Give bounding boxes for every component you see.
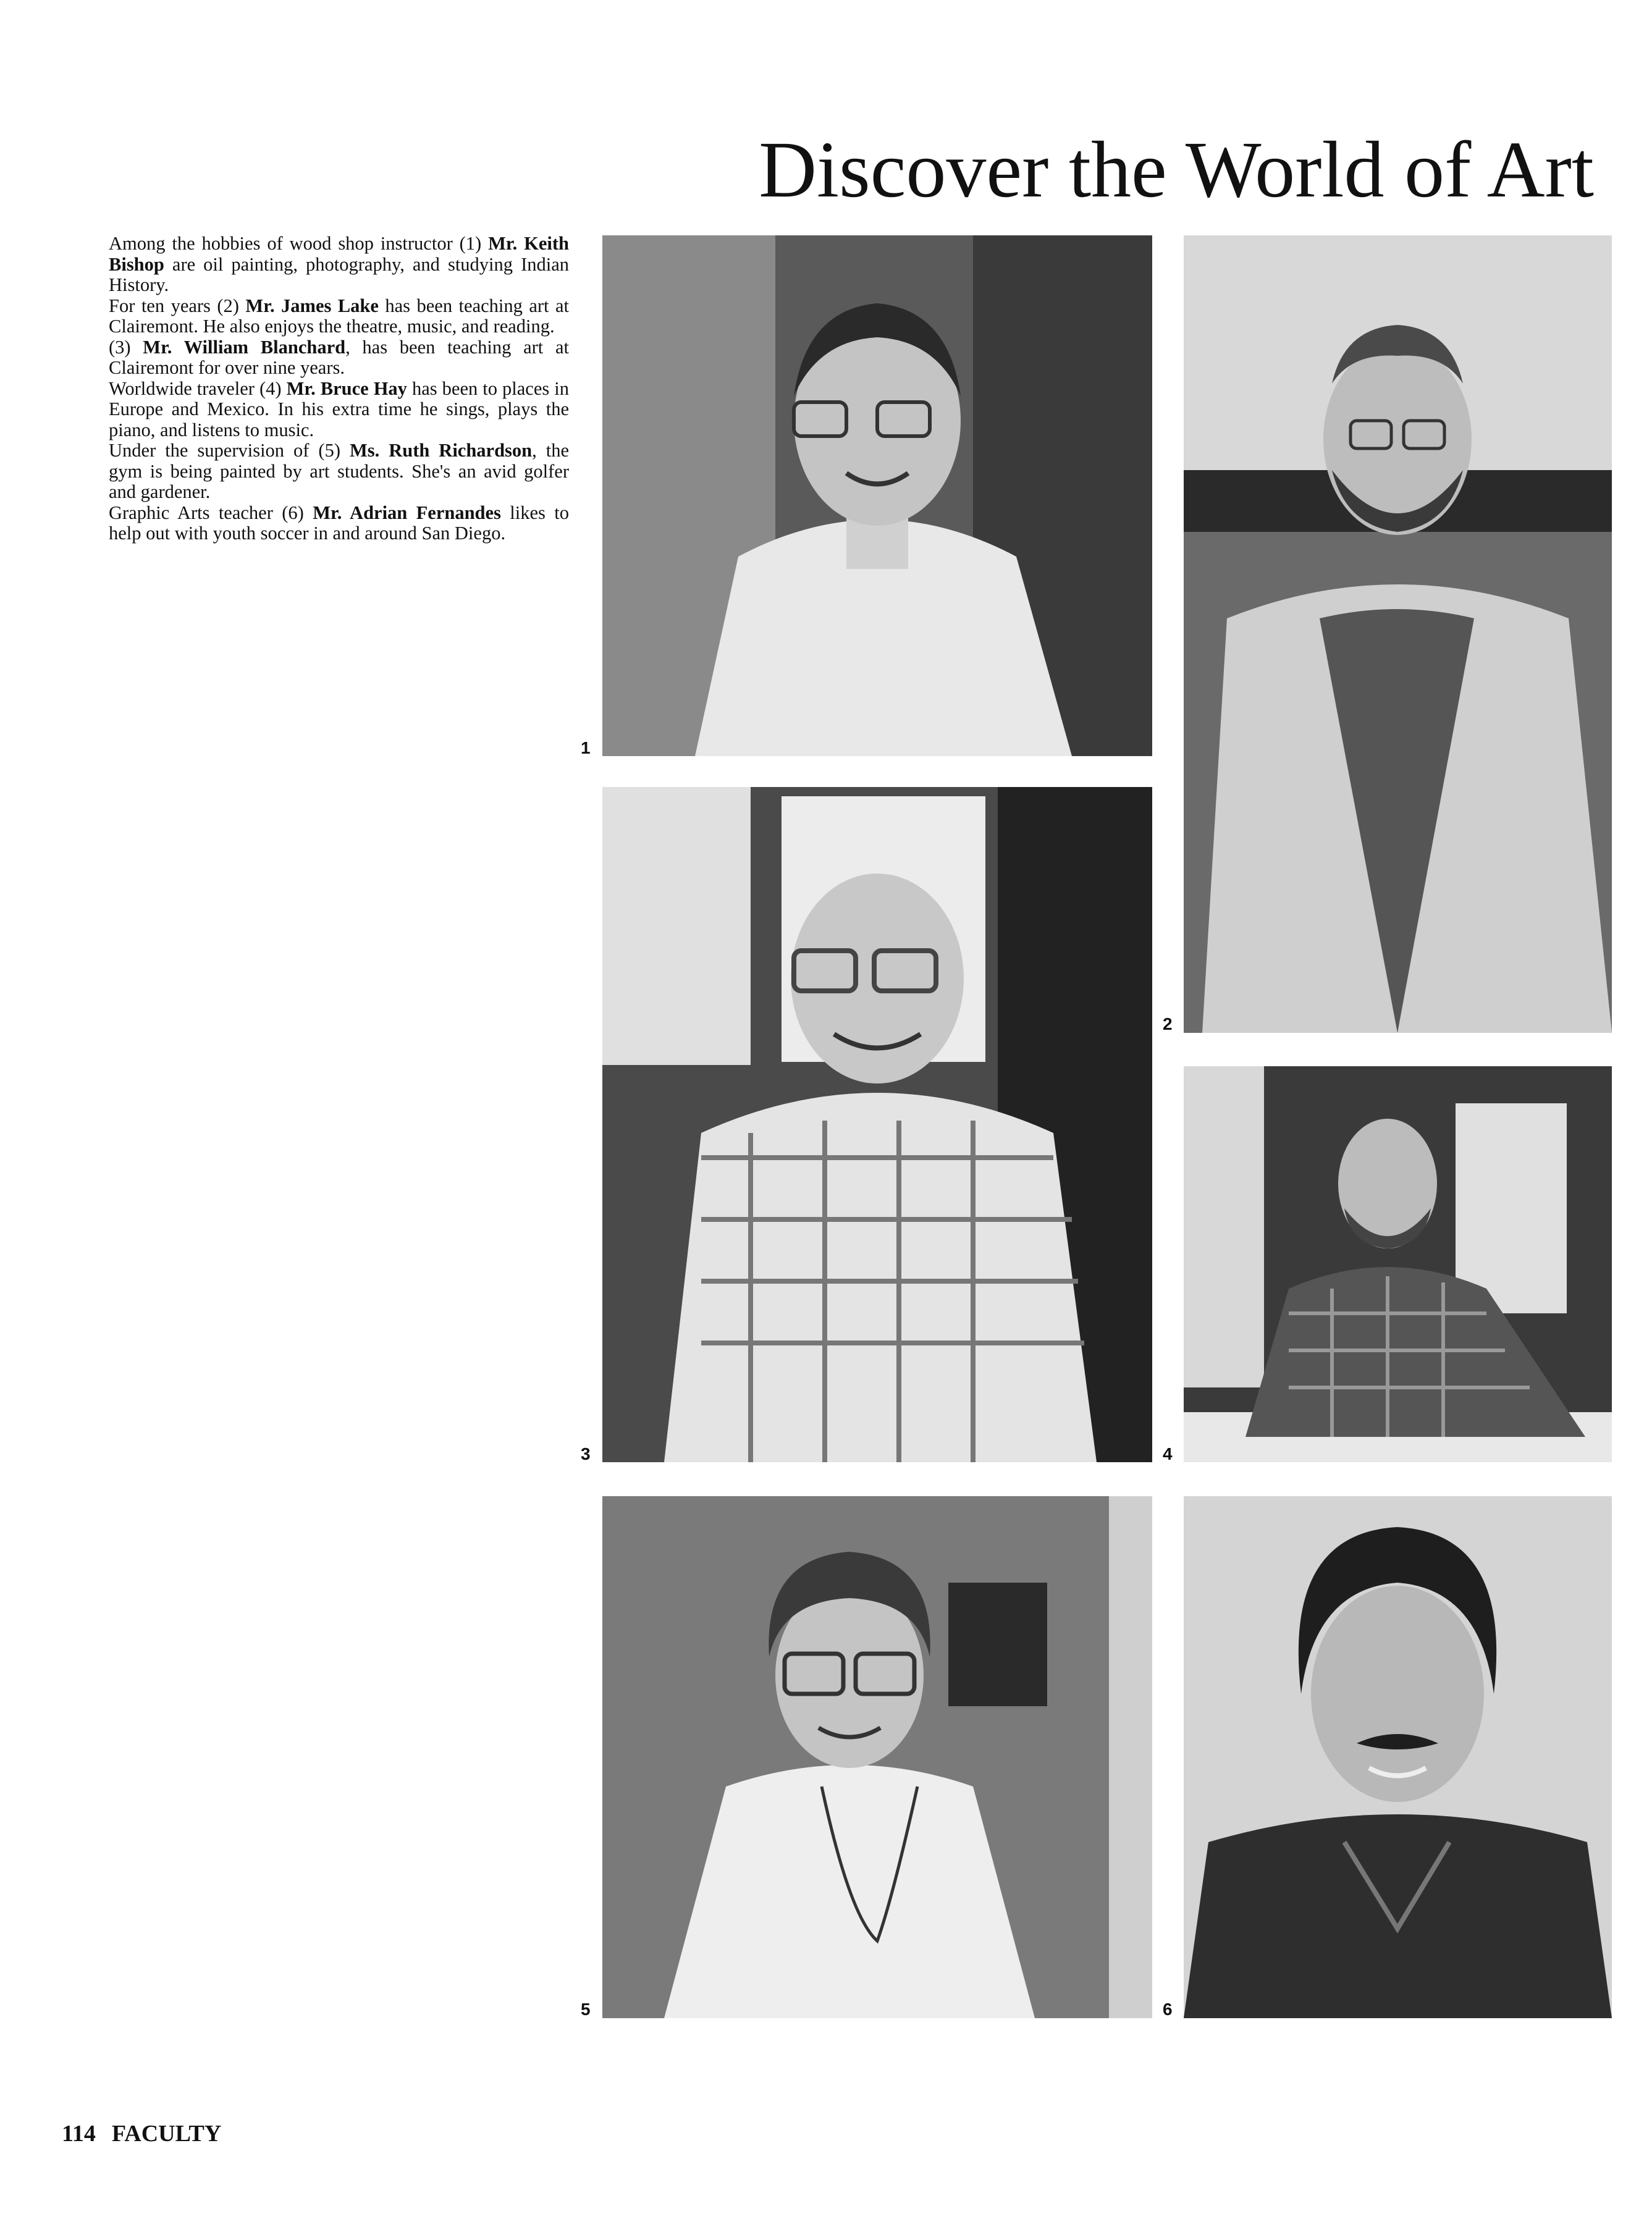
portrait-illustration: [602, 1496, 1152, 2018]
photo-number: 5: [581, 2000, 591, 2019]
section-name: FACULTY: [111, 2121, 222, 2147]
photo-4: [1184, 1066, 1612, 1462]
portrait-illustration: [1184, 235, 1612, 1033]
caption-paragraph: Graphic Arts teacher (6) Mr. Adrian Fernandes likes to help out with youth soccer in and around San Diego.: [109, 502, 569, 544]
photo-number: 3: [581, 1444, 591, 1463]
caption-paragraph: Among the hobbies of wood shop instructor (1) Mr. Keith Bishop are oil painting, photography, and studying Indian History.: [109, 233, 569, 295]
photo-6: [1184, 1496, 1612, 2018]
portrait-illustration: [1184, 1066, 1612, 1462]
caption-paragraph: Worldwide traveler (4) Mr. Bruce Hay has been to places in Europe and Mexico. In his extra time he sings, plays the piano, and listens to music.: [109, 377, 570, 440]
page-number: 114: [62, 2121, 96, 2147]
teacher-name: Mr. Adrian Fernandes: [313, 502, 501, 523]
teacher-name: Ms. Ruth Richardson: [349, 440, 533, 461]
intro-text: [109, 234, 569, 544]
photo-number: 6: [1163, 2000, 1173, 2019]
photo-1: [602, 235, 1152, 756]
photo-2: [1184, 235, 1612, 1033]
teacher-name: Mr. Bruce Hay: [286, 377, 407, 399]
teacher-name: Mr. James Lake: [245, 295, 379, 316]
photo-number: 4: [1163, 1444, 1173, 1463]
page-title: Discover the World of Art: [759, 125, 1594, 214]
photo-5: [602, 1496, 1152, 2018]
photo-3: [602, 787, 1152, 1462]
caption-paragraph: Under the supervision of (5) Ms. Ruth Richardson, the gym is being painted by art students. She's an avid golfer and gardener.: [109, 440, 569, 502]
teacher-name: Mr. William Blanchard: [143, 336, 346, 358]
photo-number: 2: [1163, 1014, 1173, 1033]
portrait-illustration: [602, 235, 1152, 756]
photo-number: 1: [581, 738, 591, 757]
portrait-illustration: [1184, 1496, 1612, 2018]
teacher-name: Mr. Keith Bishop: [109, 233, 569, 275]
caption-paragraph: (3) Mr. William Blanchard, has been teaching art at Clairemont for over nine years.: [109, 336, 569, 378]
portrait-illustration: [602, 787, 1152, 1462]
caption-paragraph: For ten years (2) Mr. James Lake has been teaching art at Clairemont. He also enjoys the theatre, music, and reading.: [109, 295, 569, 337]
page-footer: [62, 2120, 237, 2147]
